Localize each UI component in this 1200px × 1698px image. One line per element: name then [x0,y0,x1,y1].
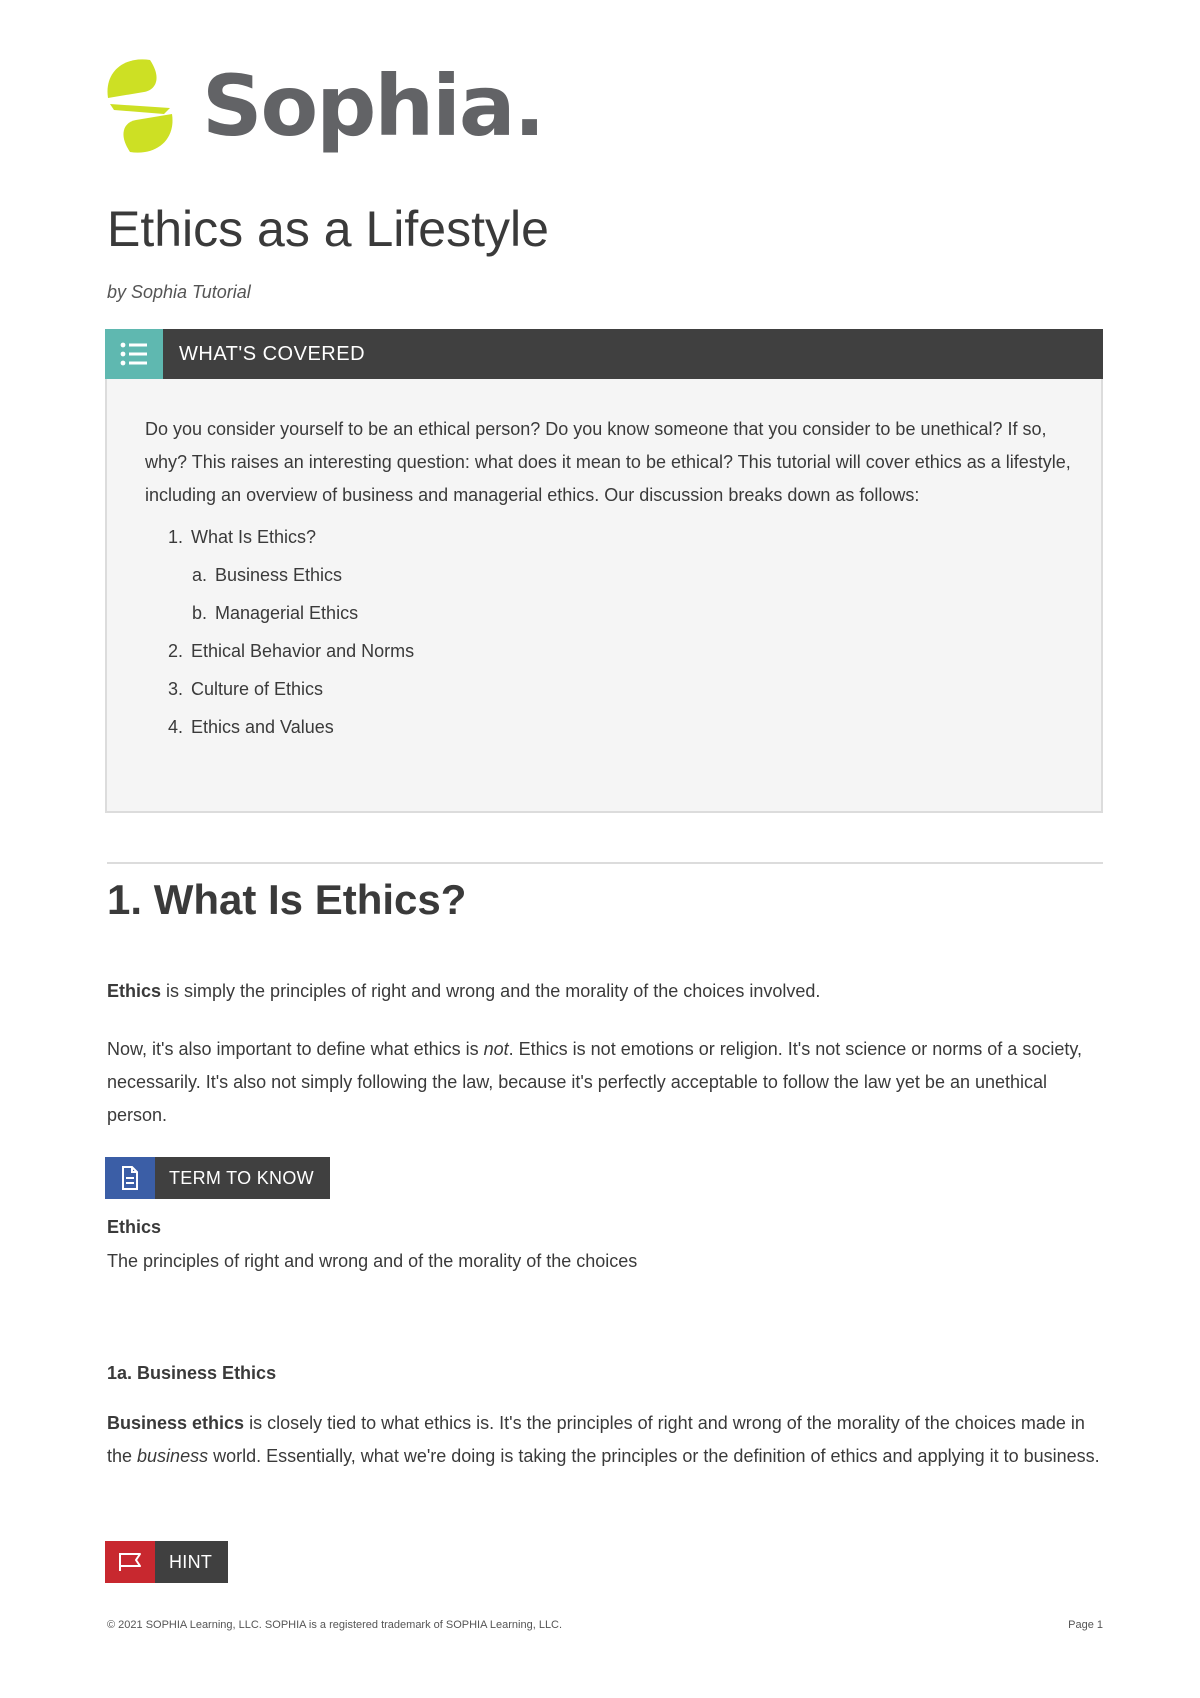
toc-item [145,518,1075,556]
section-heading: 1. What Is Ethics? [107,876,467,923]
whats-covered-intro: Do you consider yourself to be an ethical person? Do you know someone that you consider to be unethical? If so, why? This raises an interesting question: what does it mean to be ethical? This tutorial will cover ethics as a lifestyle, including an overview of business and managerial ethics. Our discussion breaks down as follows: [145,419,1071,505]
paragraph-text: is closely tied to what ethics is. It's the principles of right and wrong of the morality of the choices made in the [107,1413,1085,1466]
toc-text: Culture of Ethics [191,678,324,699]
flag-icon [105,1541,155,1583]
sophia-wordmark [202,57,544,155]
whats-covered-header [105,329,1103,379]
paragraph-ethics-definition [107,975,1103,1008]
byline: by Sophia Tutorial [107,282,251,302]
hint-label: HINT [169,1551,213,1572]
sophia-logo-icon [104,56,176,156]
paragraph-text: . Ethics is not emotions or religion. It's not science or norms of a society, necessarily. It's also not simply following the law, because it's perfectly acceptable to follow the law yet be an unethical person. [107,1039,1083,1125]
term-definition: The principles of right and wrong and of the morality of the choices [107,1251,638,1271]
document-icon [105,1157,155,1199]
toc-number: b. [191,602,207,623]
toc-text: Ethics and Values [191,716,334,737]
toc-text: Business Ethics [215,564,343,585]
toc-number: 3. [167,678,183,699]
toc-text: Ethical Behavior and Norms [191,640,415,661]
subsection-heading: 1a. Business Ethics [107,1363,277,1383]
toc-item [145,556,1075,594]
toc-item [145,708,1075,746]
hint-tag [105,1541,228,1583]
toc-number: a. [191,564,207,585]
list-icon [105,329,163,379]
term-word: Ethics [107,1217,162,1237]
paragraph-text: is simply the principles of right and wrong and the morality of the choices involved. [161,981,821,1001]
bold-term: Business ethics [107,1413,245,1433]
footer-copyright: © 2021 SOPHIA Learning, LLC. SOPHIA is a registered trademark of SOPHIA Learning, LLC. [107,1619,563,1631]
page-title: Ethics as a Lifestyle [107,201,549,257]
sophia-logo [104,56,544,156]
whats-covered-body [145,413,1075,746]
toc-number: 2. [167,640,183,661]
toc-item [145,594,1075,632]
term-to-know-tag [105,1157,330,1199]
whats-covered-box [105,329,1103,813]
brand-name: Sophia [202,57,514,155]
paragraph-text: world. Essentially, what we're doing is taking the principles or the definition of ethics and applying it to business. [208,1446,1100,1466]
paragraph-text: Now, it's also important to define what ethics is [107,1039,484,1059]
paragraph-business-ethics [107,1407,1103,1473]
toc-number: 4. [167,716,183,737]
whats-covered-label: WHAT'S COVERED [179,342,366,365]
section-divider [107,862,1103,864]
brand-dot: . [513,57,544,155]
term-to-know-label: TERM TO KNOW [169,1167,314,1188]
toc-item [145,670,1075,708]
footer-page-number: Page 1 [1068,1619,1103,1631]
toc-item [145,632,1075,670]
toc-text: Managerial Ethics [215,602,359,623]
emphasis-text: not [483,1039,509,1059]
toc-number: 1. [167,526,183,547]
paragraph-ethics-not [107,1033,1103,1132]
toc-text: What Is Ethics? [191,526,317,547]
toc-list [145,518,1075,746]
bold-term: Ethics [107,981,162,1001]
emphasis-text: business [137,1446,209,1466]
